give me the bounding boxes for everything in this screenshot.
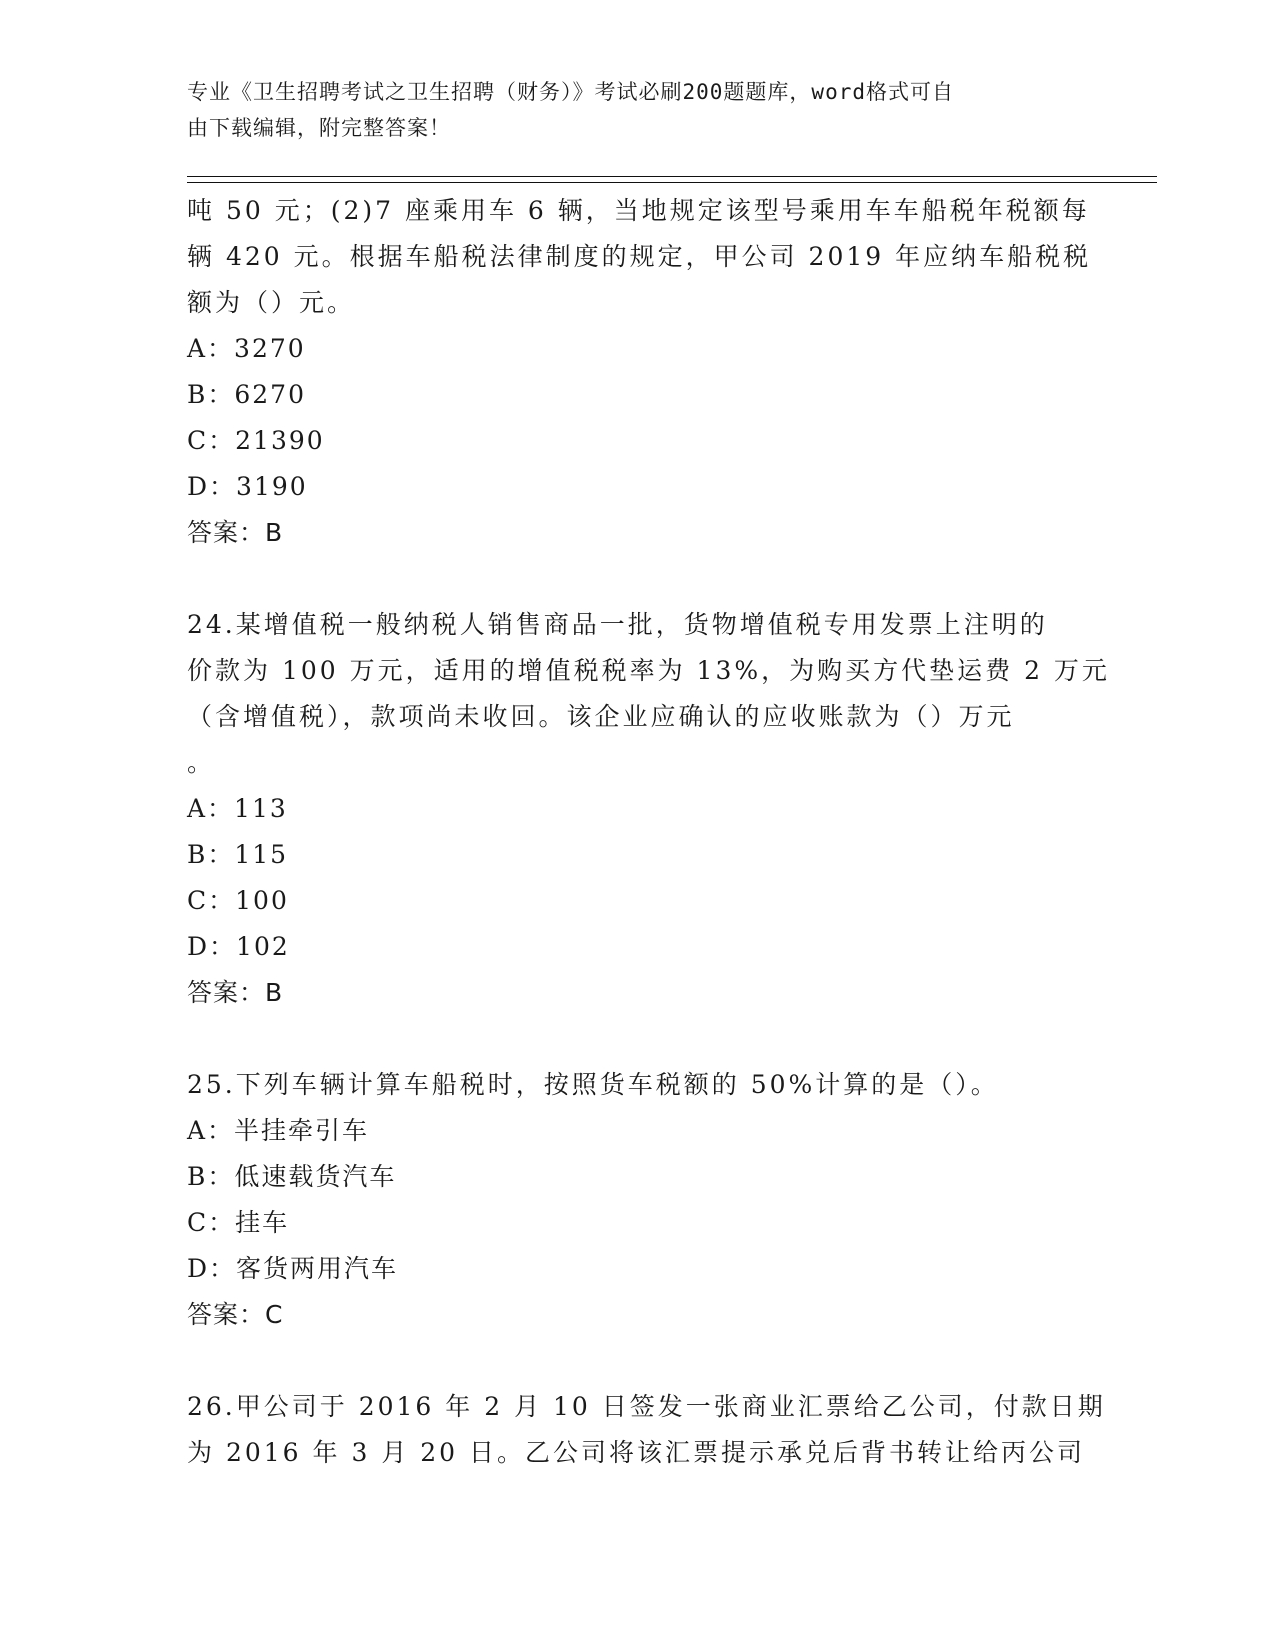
document-body bbox=[187, 188, 1110, 1476]
answer: 答案：C bbox=[187, 1300, 284, 1329]
option-d: D：102 bbox=[187, 932, 290, 961]
question-23 bbox=[187, 188, 1092, 556]
question-text-line: 辆 420 元。根据车船税法律制度的规定，甲公司 2019 年应纳车船税税 bbox=[187, 242, 1092, 271]
option-d: D：3190 bbox=[187, 472, 308, 501]
header-line-2: 由下载编辑，附完整答案！ bbox=[187, 116, 451, 140]
spacer bbox=[187, 1338, 1087, 1384]
question-25 bbox=[187, 1062, 1087, 1338]
option-b: B：6270 bbox=[187, 380, 306, 409]
document-header bbox=[187, 74, 1067, 146]
answer: 答案：B bbox=[187, 978, 284, 1007]
question-text-line: 25.下列车辆计算车船税时，按照货车税额的 50%计算的是（）。 bbox=[187, 1070, 999, 1099]
option-a: A：半挂牵引车 bbox=[187, 1116, 370, 1145]
option-b: B：115 bbox=[187, 840, 289, 869]
question-26 bbox=[187, 1384, 1106, 1476]
spacer bbox=[187, 1016, 1087, 1062]
header-rule-bottom bbox=[187, 182, 1157, 183]
question-text-line: 26.甲公司于 2016 年 2 月 10 日签发一张商业汇票给乙公司，付款日期 bbox=[187, 1392, 1106, 1421]
question-24 bbox=[187, 602, 1110, 1016]
option-c: C：100 bbox=[187, 886, 289, 915]
header-line-1: 专业《卫生招聘考试之卫生招聘（财务）》考试必刷200题题库，word格式可自 bbox=[187, 80, 954, 104]
answer: 答案：B bbox=[187, 518, 284, 547]
option-d: D：客货两用汽车 bbox=[187, 1254, 399, 1283]
question-text-line: 额为（）元。 bbox=[187, 288, 356, 317]
question-text-line: 吨 50 元；(2)7 座乘用车 6 辆，当地规定该型号乘用车车船税年税额每 bbox=[187, 196, 1090, 225]
question-text-line: 为 2016 年 3 月 20 日。乙公司将该汇票提示承兑后背书转让给丙公司 bbox=[187, 1438, 1086, 1467]
option-a: A：3270 bbox=[187, 334, 306, 363]
question-text-line: 价款为 100 万元，适用的增值税税率为 13%，为购买方代垫运费 2 万元 bbox=[187, 656, 1110, 685]
question-text-line: （含增值税），款项尚未收回。该企业应确认的应收账款为（）万元 bbox=[187, 702, 1015, 731]
option-a: A：113 bbox=[187, 794, 288, 823]
option-c: C：挂车 bbox=[187, 1208, 290, 1237]
question-text-line: 24.某增值税一般纳税人销售商品一批，货物增值税专用发票上注明的 bbox=[187, 610, 1048, 639]
spacer bbox=[187, 556, 1087, 602]
option-c: C：21390 bbox=[187, 426, 325, 455]
option-b: B：低速载货汽车 bbox=[187, 1162, 397, 1191]
question-text-line: 。 bbox=[187, 748, 216, 777]
header-rule-top bbox=[187, 176, 1157, 177]
